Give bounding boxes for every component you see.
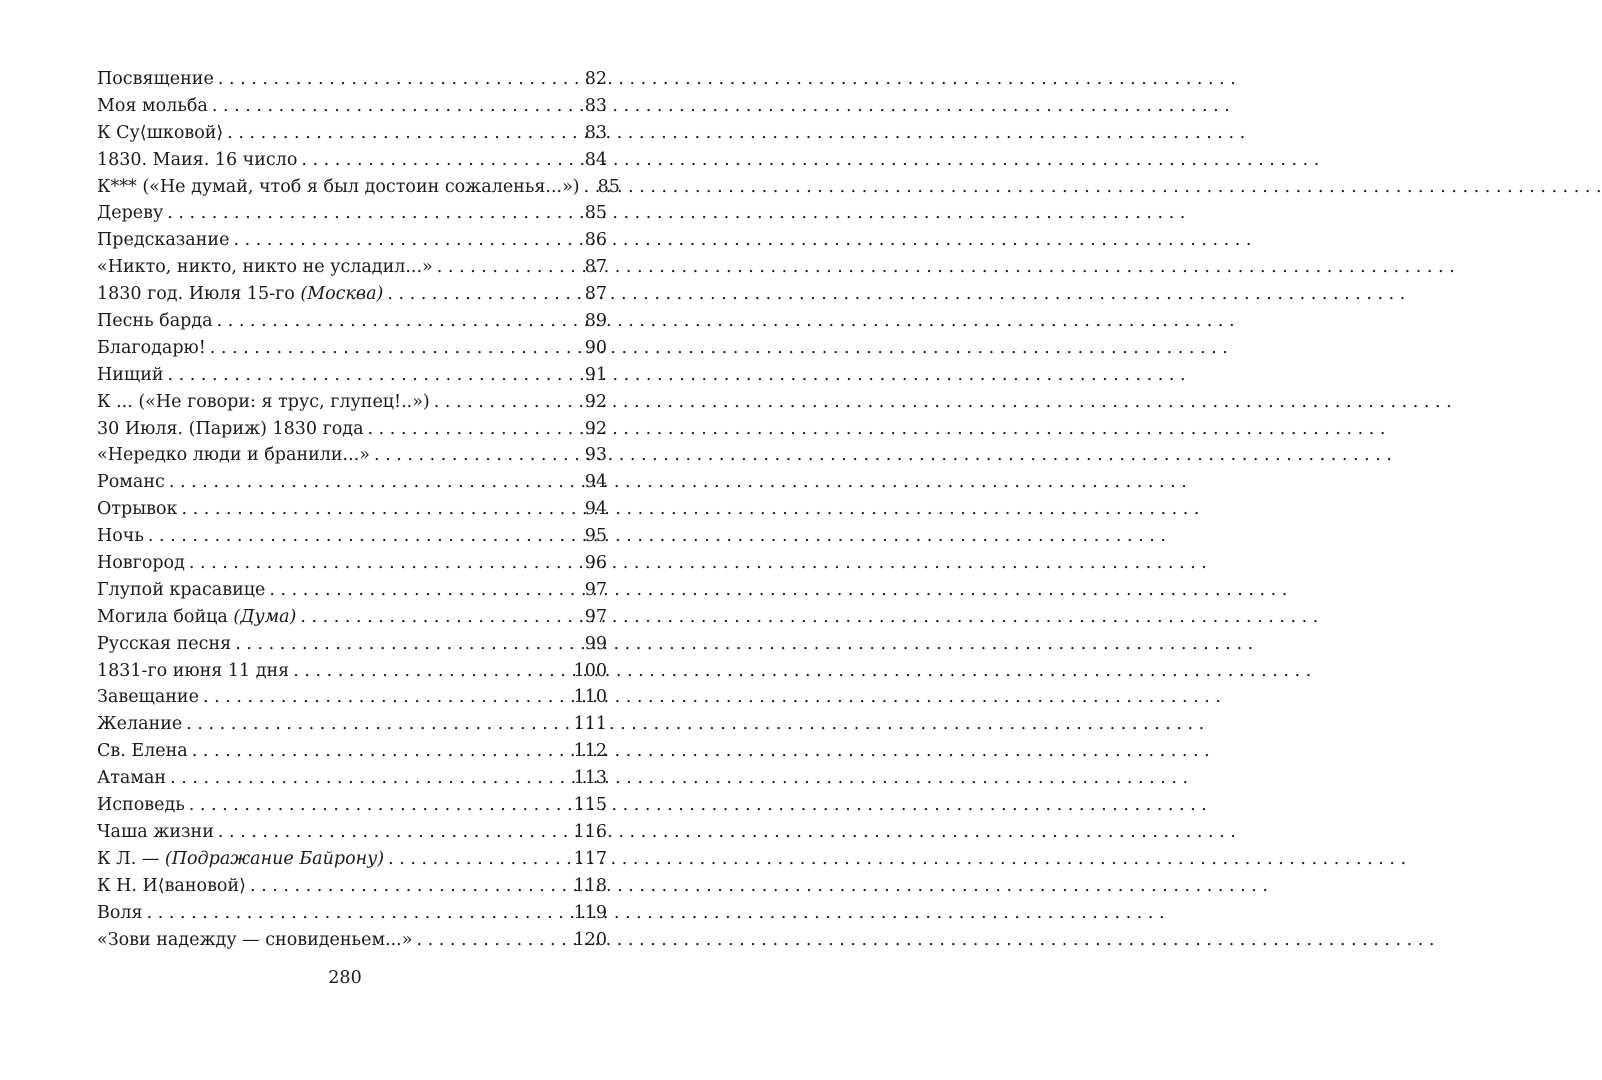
toc-entry [97, 469, 607, 496]
dot-leader [169, 469, 581, 496]
toc-entry-page: 97 [584, 606, 607, 627]
toc-entry [97, 631, 607, 658]
toc-entry [97, 846, 607, 873]
toc-entry [97, 550, 607, 577]
toc-entry-page: 92 [584, 418, 607, 439]
dot-leader [388, 846, 569, 873]
dot-leader [233, 227, 580, 254]
toc-entry [97, 711, 607, 738]
toc-entry-page: 85 [597, 176, 620, 197]
toc-entry-title: «Нередко люди и бранили...» [97, 445, 370, 466]
toc-entry-title: Русская песня [97, 633, 232, 654]
toc-entry [97, 362, 607, 389]
toc-entry-title: 30 Июля. (Париж) 1830 года [97, 418, 364, 439]
toc-entry [97, 900, 607, 927]
toc-entry-title: Романс [97, 472, 165, 493]
toc-entry-title: Песнь барда [97, 311, 213, 332]
toc-entry-title: 1830 год. Июля 15-го (Москва) [97, 284, 384, 305]
dot-leader [210, 335, 581, 362]
dot-leader [217, 308, 581, 335]
page-number: 280 [328, 968, 362, 988]
dot-leader [434, 389, 581, 416]
dot-leader [437, 254, 581, 281]
toc-entry-page: 113 [573, 768, 607, 789]
toc-entry-title: Желание [97, 714, 183, 735]
toc-entry [97, 523, 607, 550]
toc-entry-page: 89 [584, 311, 607, 332]
toc-entry [97, 227, 607, 254]
toc-entry-title: Новгород [97, 553, 185, 574]
toc-entry [97, 604, 607, 631]
dot-leader [212, 93, 581, 120]
toc-entry-page: 84 [584, 149, 607, 170]
toc-entry-title: Отрывок [97, 499, 178, 520]
toc-entry-title: К Л. — (Подражание Байрону) [97, 848, 385, 869]
dot-leader [218, 66, 581, 93]
toc-entry-title: Посвящение [97, 69, 214, 89]
dot-leader [416, 927, 569, 954]
toc-entry [97, 684, 607, 711]
toc-entry [97, 335, 607, 362]
dot-leader [218, 819, 570, 846]
toc-entry [97, 658, 607, 685]
toc-entry [97, 93, 607, 120]
dot-leader [301, 147, 580, 174]
table-of-contents [97, 66, 620, 953]
dot-leader [300, 604, 580, 631]
dot-leader [235, 631, 581, 658]
toc-entry-page: 97 [584, 579, 607, 600]
toc-entry-title: К ... («Не говори: я трус, глупец!..») [97, 391, 430, 412]
dot-leader [182, 496, 581, 523]
toc-entry-title: Моя мольба [97, 95, 208, 116]
toc-entry-title: Чаша жизни [97, 821, 214, 842]
toc-entry-page: 100 [573, 660, 607, 681]
toc-entry [97, 416, 607, 443]
dot-leader [584, 174, 594, 201]
toc-entry-page: 91 [584, 364, 607, 385]
toc-entry [97, 873, 607, 900]
toc-entry-page: 85 [584, 203, 607, 224]
toc-entry-title: Могила бойца (Дума) [97, 606, 297, 627]
toc-entry-title: Завещание [97, 687, 199, 708]
toc-entry [97, 281, 607, 308]
toc-entry-page: 112 [573, 741, 607, 762]
toc-entry-page: 110 [573, 687, 607, 708]
toc-entry [97, 927, 607, 954]
dot-leader [147, 900, 570, 927]
toc-entry [97, 792, 607, 819]
toc-entry-page: 93 [584, 445, 607, 466]
toc-entry-page: 94 [584, 472, 607, 493]
toc-entry-title: 1830. Маия. 16 число [97, 149, 298, 170]
dot-leader [203, 684, 570, 711]
toc-entry-page: 96 [584, 553, 607, 574]
dot-leader [250, 873, 570, 900]
toc-entry [97, 120, 607, 147]
toc-entry [97, 389, 607, 416]
toc-entry-page: 82 [584, 69, 607, 89]
toc-entry-page: 83 [584, 95, 607, 116]
toc-entry-page: 83 [584, 122, 607, 143]
dot-leader [269, 577, 580, 604]
toc-entry [97, 200, 607, 227]
toc-entry-page: 117 [573, 848, 607, 869]
dot-leader [227, 120, 580, 147]
toc-entry-page: 115 [573, 795, 607, 816]
dot-leader [374, 442, 581, 469]
toc-entry-page: 90 [584, 337, 607, 358]
toc-entry-title: Исповедь [97, 795, 185, 816]
toc-entry [97, 66, 607, 93]
toc-entry-page: 119 [573, 902, 607, 923]
toc-entry [97, 577, 607, 604]
dot-leader [167, 200, 580, 227]
dot-leader [189, 792, 570, 819]
dot-leader [186, 711, 569, 738]
toc-entry-page: 94 [584, 499, 607, 520]
dot-leader [189, 550, 581, 577]
toc-entry-title: Благодарю! [97, 337, 206, 358]
toc-entry [97, 254, 607, 281]
dot-leader [148, 523, 581, 550]
toc-entry-title: 1831-го июня 11 дня [97, 660, 290, 681]
toc-entry-title: К Су⟨шковой⟩ [97, 122, 224, 143]
dot-leader [293, 658, 569, 685]
toc-entry [97, 442, 607, 469]
toc-entry [97, 819, 607, 846]
toc-entry [97, 765, 607, 792]
toc-entry-page: 118 [573, 875, 607, 896]
toc-entry-page: 116 [573, 821, 607, 842]
toc-entry-title: Атаман [97, 768, 167, 789]
toc-entry [97, 496, 607, 523]
toc-entry-title: Предсказание [97, 230, 230, 251]
dot-leader [387, 281, 580, 308]
toc-entry [97, 308, 607, 335]
toc-entry-page: 86 [584, 230, 607, 251]
dot-leader [168, 362, 581, 389]
toc-entry-title: Ночь [97, 526, 144, 547]
toc-entry-page: 120 [573, 929, 607, 950]
toc-entry-title: К Н. И⟨вановой⟩ [97, 875, 246, 896]
toc-entry [97, 174, 620, 201]
dot-leader [368, 416, 581, 443]
toc-entry-page: 99 [584, 633, 607, 654]
toc-entry-title: Св. Елена [97, 741, 188, 762]
toc-entry-title: Глупой красавице [97, 579, 266, 600]
toc-entry [97, 738, 607, 765]
toc-entry-page: 87 [584, 257, 607, 278]
toc-entry-title: Нищий [97, 364, 164, 385]
toc-entry-title: «Никто, никто, никто не усладил...» [97, 257, 433, 278]
toc-entry-page: 87 [584, 284, 607, 305]
toc-entry-title: Воля [97, 902, 143, 923]
toc-entry-title: Дереву [97, 203, 164, 224]
toc-entry-title: К*** («Не думай, чтоб я был достоин сожаленья...») [97, 176, 580, 197]
toc-entry-page: 92 [584, 391, 607, 412]
toc-entry [97, 147, 607, 174]
toc-entry-title: «Зови надежду — сновиденьем...» [97, 929, 413, 950]
toc-entry-page: 95 [584, 526, 607, 547]
dot-leader [170, 765, 570, 792]
dot-leader [192, 738, 570, 765]
toc-entry-page: 111 [573, 714, 607, 735]
